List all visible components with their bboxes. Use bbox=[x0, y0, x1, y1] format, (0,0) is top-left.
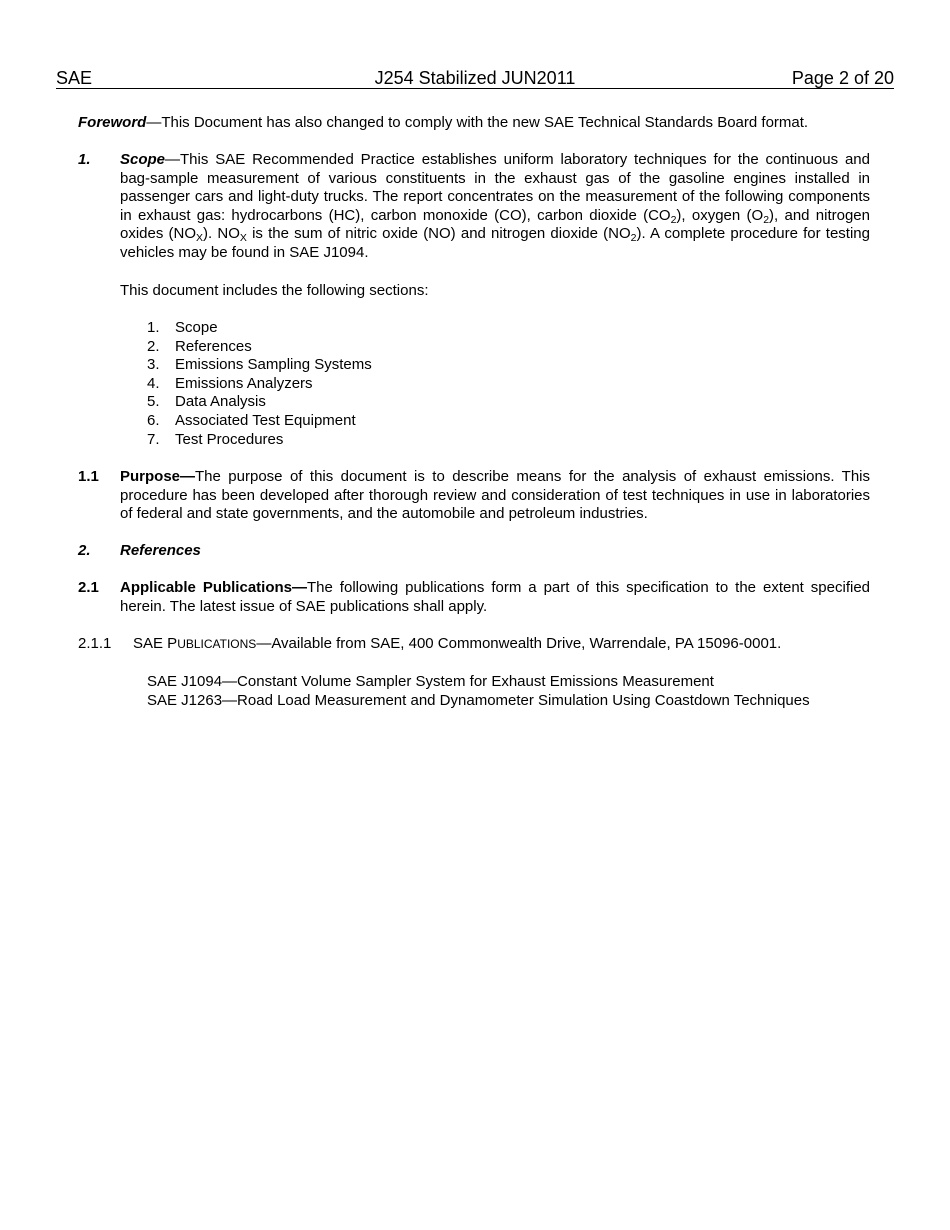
foreword-paragraph bbox=[78, 114, 870, 133]
list-item: 2. References bbox=[147, 337, 252, 355]
purpose-label: Purpose— bbox=[120, 468, 196, 485]
scope-text-4: ). NO bbox=[203, 225, 240, 243]
list-item: 4. Emissions Analyzers bbox=[147, 374, 313, 392]
applicable-label: Applicable Publications— bbox=[120, 579, 307, 596]
applicable-paragraph bbox=[120, 579, 870, 616]
scope-sub-3: X bbox=[196, 232, 204, 245]
list-item: 3. Emissions Sampling Systems bbox=[147, 356, 372, 374]
purpose-text: The purpose of this document is to describe means for the analysis of exhaust emissions. This procedure has been developed after thorough review and consideration of test techniques in use in laboratories of federal and state governments, and the automobile and petroleum industries. bbox=[120, 468, 870, 523]
scope-text-6: ). A complete procedure for testing vehicles may be found in SAE J1094. bbox=[120, 225, 870, 261]
references-number: 2. bbox=[78, 542, 91, 559]
header-page-number: Page 2 of 20 bbox=[791, 68, 894, 88]
scope-sub-2: 2 bbox=[763, 213, 770, 226]
purpose-number: 1.1 bbox=[78, 468, 99, 485]
scope-text-3: ), and nitrogen oxides (NO bbox=[120, 206, 870, 243]
scope-text-2: ), oxygen (O bbox=[676, 206, 764, 224]
scope-paragraph bbox=[120, 151, 870, 263]
scope-sub-1: 2 bbox=[670, 213, 677, 226]
list-item: 7. Test Procedures bbox=[147, 430, 284, 448]
sae-pubs-label-first: SAE P bbox=[133, 635, 178, 652]
scope-text-5: is the sum of nitric oxide (NO) and nitrogen dioxide (NO bbox=[246, 225, 631, 243]
sae-pubs-paragraph bbox=[133, 635, 873, 654]
references-heading: References bbox=[120, 542, 201, 559]
foreword-text: —This Document has also changed to comply with the new SAE Technical Standards Board format. bbox=[146, 114, 809, 131]
header-org: SAE bbox=[56, 68, 93, 88]
scope-label: Scope bbox=[120, 151, 166, 168]
scope-number: 1. bbox=[78, 151, 91, 168]
applicable-text: The following publications form a part of this specification to the extent specified herein. The latest issue of SAE publications shall apply. bbox=[120, 579, 871, 615]
reference-item: SAE J1094—Constant Volume Sampler System for Exhaust Emissions Measurement bbox=[147, 673, 714, 690]
purpose-paragraph bbox=[120, 468, 870, 524]
header-doc-id: J254 Stabilized JUN2011 bbox=[374, 68, 576, 88]
foreword-label: Foreword bbox=[78, 114, 147, 131]
scope-text-1: —This SAE Recommended Practice establishes uniform laboratory techniques for the continuous and bag-sample measurement of various constituents in the exhaust gas of the gasoline engines installed in passenger cars and light-duty trucks. The report concentrates on the measurement of the following components in exhaust gas: hydrocarbons (HC), carbon monoxide (CO), carbon dioxide (CO bbox=[120, 151, 870, 224]
reference-item: SAE J1263—Road Load Measurement and Dynamometer Simulation Using Coastdown Techniques bbox=[147, 691, 810, 709]
list-item: 5. Data Analysis bbox=[147, 393, 266, 411]
sections-intro: This document includes the following sections: bbox=[120, 282, 429, 299]
sae-pubs-number: 2.1.1 bbox=[78, 635, 112, 652]
sae-pubs-text: —Available from SAE, 400 Commonwealth Drive, Warrendale, PA 15096-0001. bbox=[256, 635, 782, 652]
applicable-number: 2.1 bbox=[78, 579, 99, 596]
scope-sub-5: 2 bbox=[630, 232, 637, 245]
scope-sub-4: X bbox=[239, 232, 247, 245]
sae-pubs-label-rest: UBLICATIONS bbox=[177, 637, 257, 651]
page-header bbox=[56, 68, 894, 89]
list-item: 6. Associated Test Equipment bbox=[147, 412, 356, 429]
list-item: 1. Scope bbox=[147, 319, 218, 336]
